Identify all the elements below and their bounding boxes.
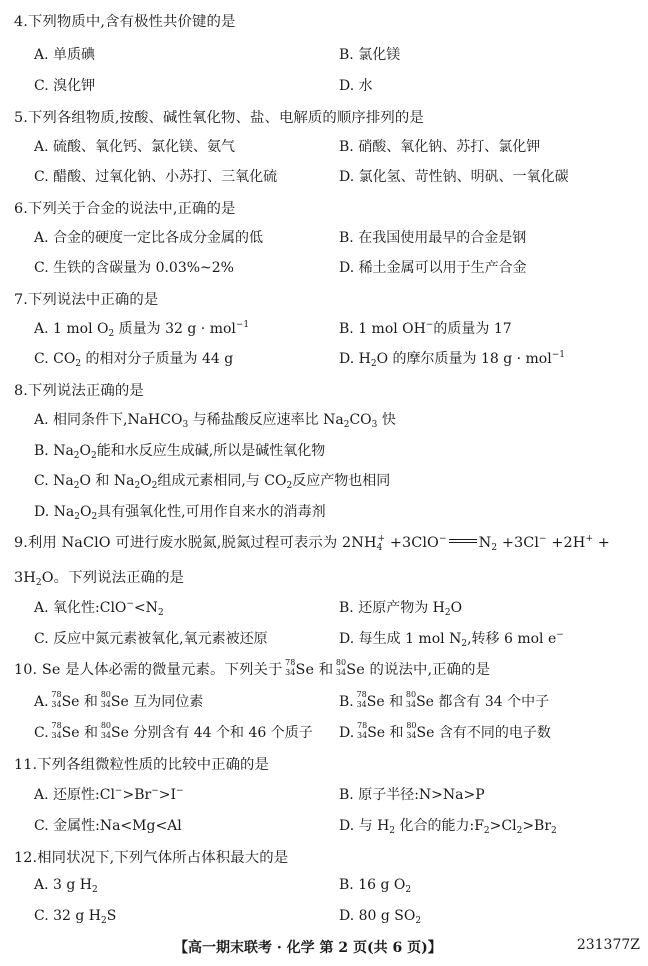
q10-option-d: D. 78 34 Se 和 80 34 Se 含有不同的电子数: [339, 721, 551, 741]
q5-option-c: C. 醋酸、过氧化钠、小苏打、三氧化硫: [34, 169, 278, 185]
q9-option-d: D. 每生成 1 mol $N_2$,转移 6 mol e−: [339, 630, 564, 649]
q9-option-a: A. 氧化性$:ClO^-<N_2$: [34, 599, 164, 618]
q7-option-d: D. $H_2O$ 的摩尔质量为 18 g · mol$^{-1}$: [339, 350, 565, 369]
q5-option-d: D. 氯化氢、苛性钠、明矾、一氧化碳: [339, 169, 569, 185]
q9-stem: 9.利用 NaClO 可进行废水脱氮,脱氮过程可表示为 $2NH_4^+ +3ClO^-$ $N_2 +3Cl^- +2H^+$ +: [14, 534, 610, 553]
q9-option-b: B. 还原产物为 $H_2O$: [339, 600, 463, 618]
q11-option-c: C. 金属性:Na<Mg<Al: [34, 818, 182, 834]
isotope-se78: 78 34: [285, 658, 296, 677]
q6-option-d: D. 稀土金属可以用于生产合金: [339, 260, 527, 276]
q8-stem: 8.下列说法正确的是: [14, 383, 144, 399]
q12-stem: 12.相同状况下,下列气体所占体积最大的是: [14, 850, 289, 866]
q9-option-c: C. 反应中氮元素被氧化,氧元素被还原: [34, 631, 268, 647]
q4-option-d: D. 水: [339, 78, 373, 94]
equals-arrow-icon: [449, 539, 477, 543]
q6-stem: 6.下列关于合金的说法中,正确的是: [14, 201, 236, 217]
q5-stem: 5.下列各组物质,按酸、碱性氧化物、盐、电解质的顺序排列的是: [14, 110, 424, 126]
q4-option-a: A. 单质碘: [34, 47, 96, 63]
page-footer: [0, 937, 648, 957]
q12-option-b: B. 16 g $O_2$: [339, 877, 412, 895]
q8-option-b: B. $Na_2O_2$能和水反应生成碱,所以是碱性氧化物: [34, 443, 326, 461]
q4-option-c: C. 溴化钾: [34, 78, 96, 94]
q5-option-b: B. 硝酸、氧化钠、苏打、氯化钾: [339, 139, 541, 155]
q6-option-b: B. 在我国使用最早的合金是钢: [339, 230, 527, 246]
q9-stem-line2: $3H_2O$。下列说法正确的是: [14, 570, 185, 588]
q12-option-d: D. 80 g $SO_2$: [339, 908, 422, 926]
q8-option-d: D. $Na_2O_2$具有强氧化性,可用作自来水的消毒剂: [34, 504, 326, 522]
q11-option-d: D. 与 $H_2$ 化合的能力$:F_2>Cl_2>Br_2$: [339, 818, 557, 836]
footer-title: 【高一期末联考 · 化学 第 2 页(共 6 页)】: [174, 940, 442, 956]
q5-option-a: A. 硫酸、氧化钙、氯化镁、氨气: [34, 139, 236, 155]
q4-stem: 4.下列物质中,含有极性共价键的是: [14, 14, 236, 30]
q7-option-a: A. 1 mol $O_2$ 质量为 32 g · mol$^{-1}$: [34, 320, 250, 339]
q11-option-a: A. 还原性:Cl−>Br−>I−: [34, 786, 184, 803]
q10-stem: 10. Se 是人体必需的微量元素。下列关于 78 34 Se 和 80 34 Se 的说法中,正确的是: [14, 658, 491, 678]
q8-option-c: C. $Na_2O$ 和 $Na_2O_2$组成元素相同,与 $CO_2$反应产物也相同: [34, 473, 391, 491]
q10-option-a: A. 78 34 Se 和 80 34 Se 互为同位素: [34, 690, 204, 710]
isotope-se80: 80 34: [335, 658, 347, 677]
q8-option-a: A. 相同条件下,NaHCO$_3$ 与稀盐酸反应速率比 $Na_2CO_3$ 快: [34, 412, 396, 430]
q11-option-b: B. 原子半径:N>Na>P: [339, 787, 485, 803]
q7-option-b: B. 1 mol OH−的质量为 17: [339, 320, 512, 337]
q4-option-b: B. 氯化镁: [339, 47, 401, 63]
q6-option-c: C. 生铁的含碳量为 0.03%~2%: [34, 260, 234, 276]
q7-stem: 7.下列说法中正确的是: [14, 292, 159, 308]
q7-option-c: C. $CO_2$ 的相对分子质量为 44 g: [34, 351, 234, 369]
footer-code: 231377Z: [576, 937, 640, 953]
q12-option-c: C. 32 g $H_2S$: [34, 908, 117, 926]
q10-option-b: B. 78 34 Se 和 80 34 Se 都含有 34 个中子: [339, 690, 550, 710]
q10-option-c: C. 78 34 Se 和 80 34 Se 分别含有 44 个和 46 个质子: [34, 721, 313, 741]
q12-option-a: A. 3 g $H_2$: [34, 877, 98, 895]
q6-option-a: A. 合金的硬度一定比各成分金属的低: [34, 230, 264, 246]
q11-stem: 11.下列各组微粒性质的比较中正确的是: [14, 757, 270, 773]
